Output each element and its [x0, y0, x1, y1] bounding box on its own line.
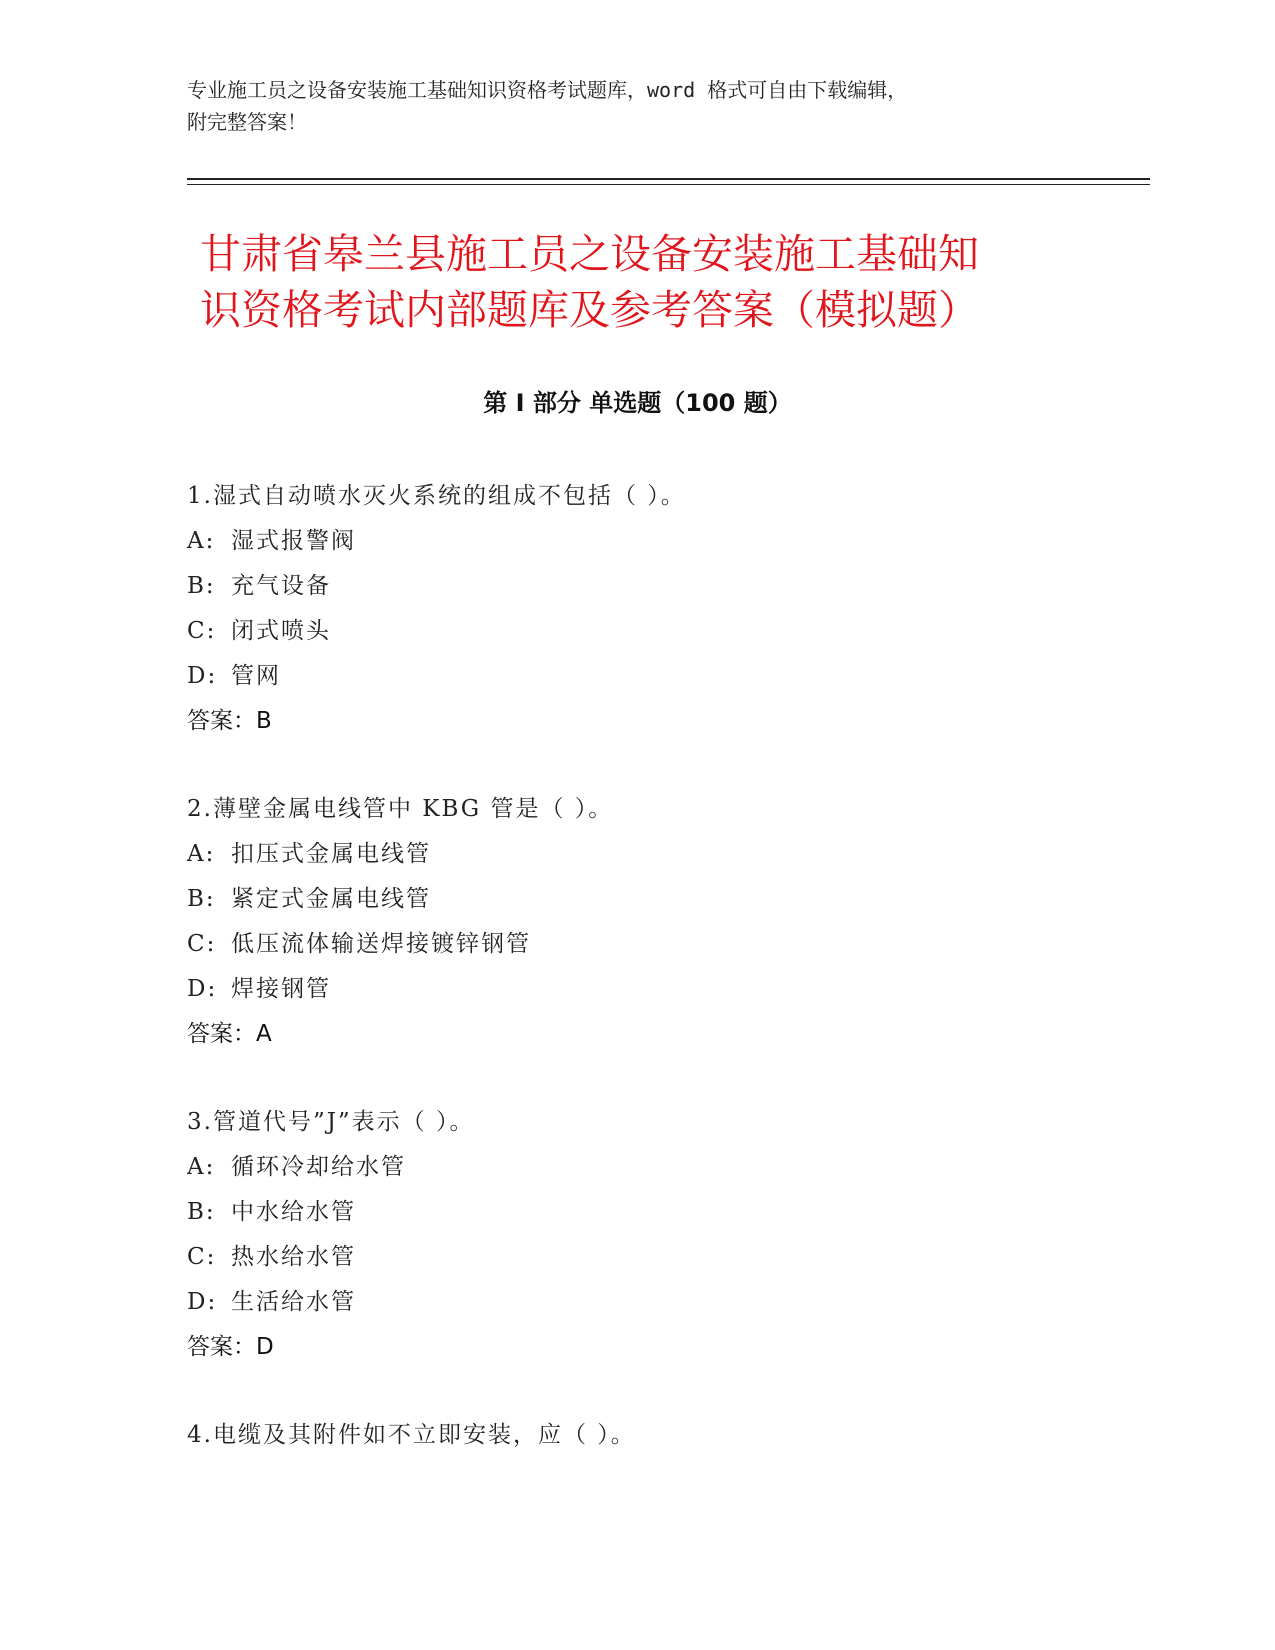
question-list — [187, 474, 1147, 1501]
option-d — [187, 1280, 1147, 1325]
option-text: 焊接钢管 — [231, 976, 331, 1002]
option-letter: B: — [187, 886, 216, 912]
option-letter: C: — [187, 931, 217, 957]
question-1 — [187, 474, 1147, 744]
option-text: 管网 — [231, 663, 281, 689]
option-a — [187, 519, 1147, 564]
question-text: 1.湿式自动喷水灭火系统的组成不包括（ ）。 — [187, 483, 686, 509]
header-line-2: 附完整答案！ — [187, 110, 307, 134]
header-rule-thin — [187, 184, 1150, 185]
answer: 答案：A — [187, 1021, 272, 1047]
option-text: 湿式报警阀 — [231, 528, 356, 554]
question-4 — [187, 1413, 1147, 1458]
option-b — [187, 877, 1147, 922]
document-title — [200, 226, 1100, 338]
option-d — [187, 654, 1147, 699]
section-title: 第 I 部分 单选题（100 题） — [483, 389, 792, 417]
option-letter: D: — [187, 663, 218, 689]
header-rule-thick — [187, 178, 1150, 180]
option-text: 生活给水管 — [231, 1289, 356, 1315]
option-a — [187, 832, 1147, 877]
question-text: 3.管道代号”J”表示（ ）。 — [187, 1109, 475, 1135]
option-text: 热水给水管 — [231, 1244, 356, 1270]
option-letter: C: — [187, 1244, 217, 1270]
answer: 答案：B — [187, 708, 272, 734]
option-d — [187, 967, 1147, 1012]
option-text: 紧定式金属电线管 — [231, 886, 431, 912]
header-line-1: 专业施工员之设备安装施工基础知识资格考试题库，word 格式可自由下载编辑， — [187, 78, 908, 102]
answer: 答案：D — [187, 1334, 274, 1360]
option-c — [187, 609, 1147, 654]
option-letter: A: — [187, 528, 216, 554]
option-letter: A: — [187, 841, 216, 867]
option-text: 扣压式金属电线管 — [231, 841, 431, 867]
question-text: 2.薄壁金属电线管中 KBG 管是（ ）。 — [187, 796, 614, 822]
option-c — [187, 922, 1147, 967]
option-text: 循环冷却给水管 — [231, 1154, 406, 1180]
question-2 — [187, 787, 1147, 1057]
option-letter: D: — [187, 1289, 218, 1315]
document-header-note — [187, 74, 1067, 138]
option-text: 中水给水管 — [231, 1199, 356, 1225]
question-3 — [187, 1100, 1147, 1370]
option-b — [187, 1190, 1147, 1235]
option-text: 闭式喷头 — [231, 618, 331, 644]
option-letter: B: — [187, 573, 216, 599]
option-b — [187, 564, 1147, 609]
option-letter: A: — [187, 1154, 216, 1180]
option-letter: B: — [187, 1199, 216, 1225]
option-c — [187, 1235, 1147, 1280]
title-line-1: 甘肃省皋兰县施工员之设备安装施工基础知 — [200, 230, 979, 278]
option-text: 充气设备 — [231, 573, 331, 599]
option-letter: C: — [187, 618, 217, 644]
question-text: 4.电缆及其附件如不立即安装，应（ ）。 — [187, 1422, 636, 1448]
title-line-2: 识资格考试内部题库及参考答案（模拟题） — [200, 286, 979, 334]
option-text: 低压流体输送焊接镀锌钢管 — [231, 931, 531, 957]
option-a — [187, 1145, 1147, 1190]
option-letter: D: — [187, 976, 218, 1002]
